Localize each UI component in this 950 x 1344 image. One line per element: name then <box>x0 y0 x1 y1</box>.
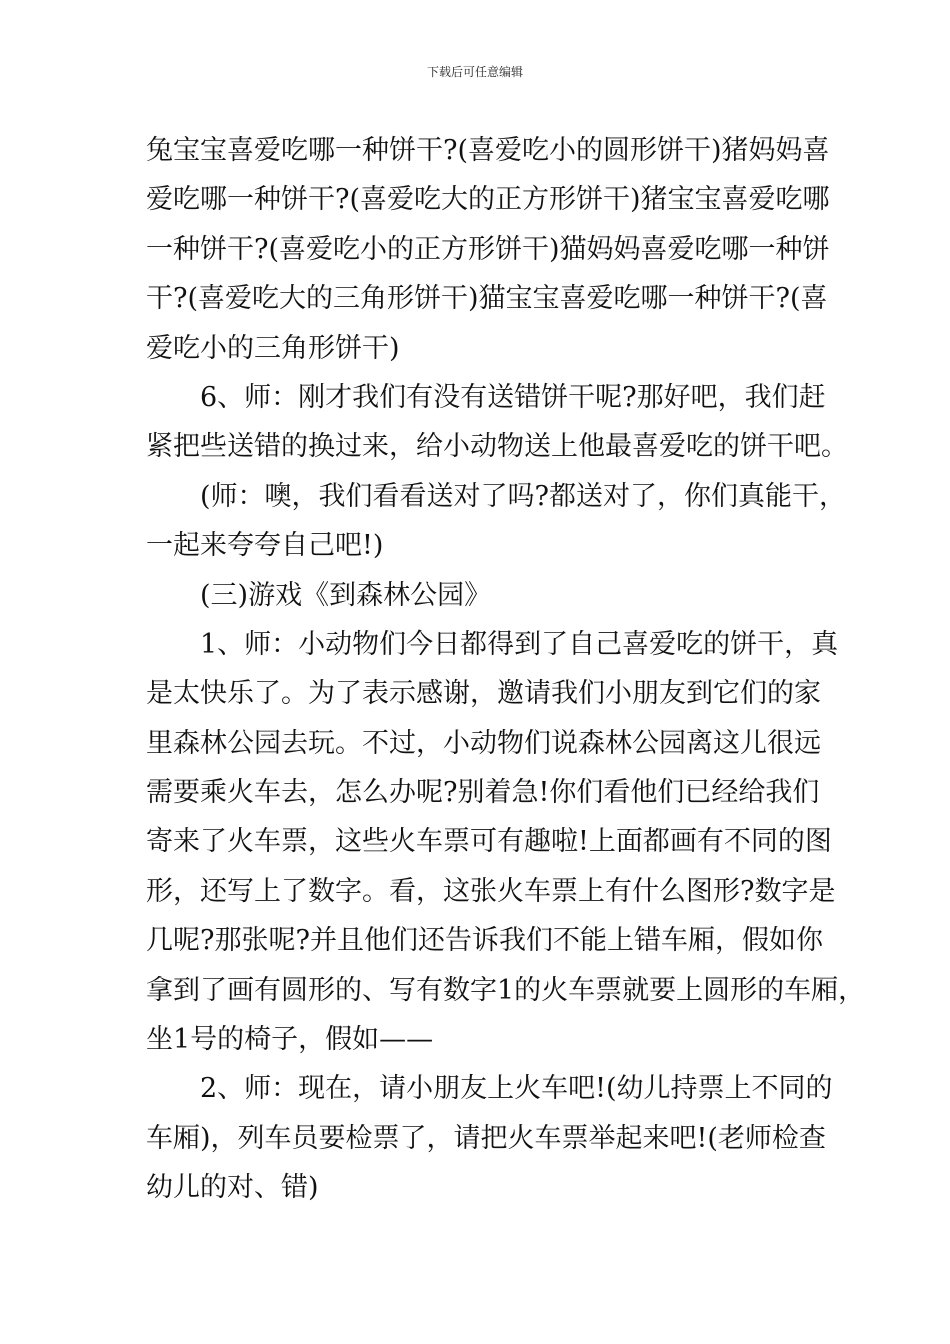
document-body <box>146 126 866 1213</box>
text-line: 一种饼干?(喜爱吃小的正方形饼干)猫妈妈喜爱吃哪一种饼 <box>146 233 830 265</box>
text-line: 坐1号的椅子，假如—— <box>146 1024 434 1056</box>
text-line: 形，还写上了数字。看，这张火车票上有什么图形?数字是 <box>146 875 836 907</box>
text-line: 需要乘火车去，怎么办呢?别着急!你们看他们已经给我们 <box>146 777 820 809</box>
text-line: 爱吃小的三角形饼干) <box>146 332 400 364</box>
text-line: 紧把些送错的换过来，给小动物送上他最喜爱吃的饼干吧。 <box>146 431 848 463</box>
text-line: 寄来了火车票，这些火车票可有趣啦!上面都画有不同的图 <box>146 826 832 858</box>
text-line: 兔宝宝喜爱吃哪一种饼干?(喜爱吃小的圆形饼干)猪妈妈喜 <box>146 135 830 166</box>
text-line: 拿到了画有圆形的、写有数字1的火车票就要上圆形的车厢， <box>146 974 866 1006</box>
text-line: 干?(喜爱吃大的三角形饼干)猫宝宝喜爱吃哪一种饼干?(喜 <box>146 283 828 315</box>
text-line: 几呢?那张呢?并且他们还告诉我们不能上错车厢，假如你 <box>146 925 823 957</box>
page-header: 下载后可任意编辑 <box>426 65 523 79</box>
text-line: 车厢)，列车员要检票了，请把火车票举起来吧!(老师检查 <box>146 1122 826 1154</box>
text-line: (师：噢，我们看看送对了吗?都送对了，你们真能干， <box>200 480 847 512</box>
section-heading: (三)游戏《到森林公园》 <box>200 579 492 611</box>
text-line: 是太快乐了。为了表示感谢，邀请我们小朋友到它们的家 <box>146 678 821 710</box>
text-line: 幼儿的对、错) <box>146 1172 319 1204</box>
text-line: 1、师：小动物们今日都得到了自己喜爱吃的饼干，真 <box>200 628 839 660</box>
text-line: 一起来夸夸自己吧!) <box>146 530 384 562</box>
text-line: 6、师：刚才我们有没有送错饼干呢?那好吧，我们赶 <box>200 381 826 413</box>
text-line: 2、师：现在，请小朋友上火车吧!(幼儿持票上不同的 <box>200 1073 833 1105</box>
text-line: 爱吃哪一种饼干?(喜爱吃大的正方形饼干)猪宝宝喜爱吃哪 <box>146 184 830 216</box>
text-line: 里森林公园去玩。不过，小动物们说森林公园离这儿很远 <box>146 727 821 759</box>
